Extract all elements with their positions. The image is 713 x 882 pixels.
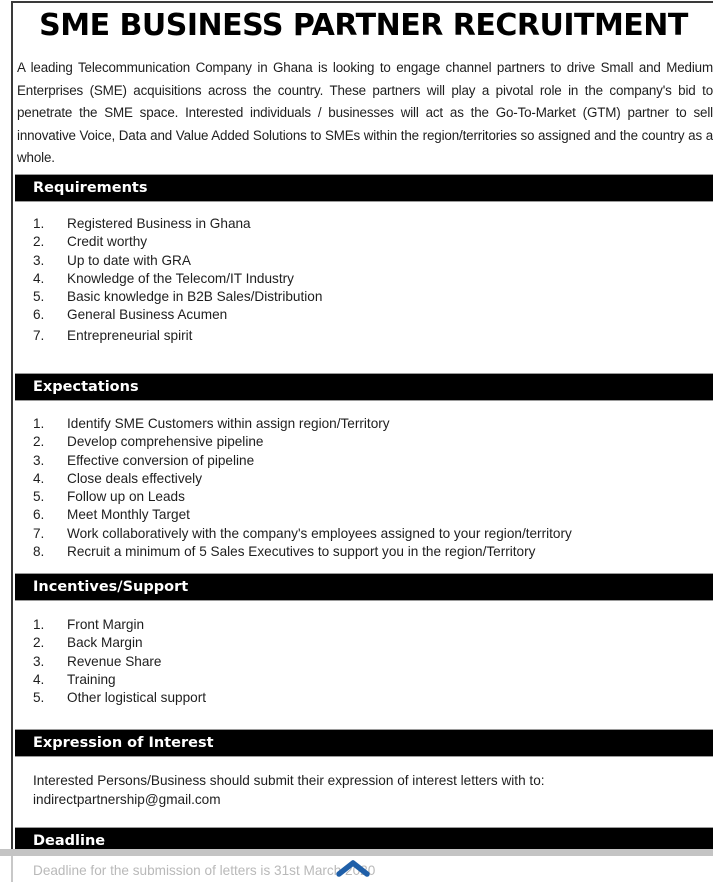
item-number: 1.: [33, 617, 45, 632]
item-text: Follow up on Leads: [67, 489, 185, 505]
list-item: [33, 470, 572, 488]
item-number: 1.: [33, 416, 45, 431]
list-item: [33, 653, 206, 671]
expectations-heading: Expectations: [33, 379, 139, 395]
list-item: [33, 506, 572, 524]
item-number: 2.: [33, 635, 45, 651]
expression-heading: Expression of Interest: [33, 735, 214, 751]
incentives-heading: Incentives/Support: [33, 579, 189, 595]
item-number: 7.: [33, 327, 45, 343]
expression-header: [15, 730, 713, 756]
item-number: 2.: [33, 234, 45, 250]
expectations-header: [15, 374, 713, 400]
list-item: [33, 525, 572, 543]
item-number: 5.: [33, 690, 45, 706]
item-number: 3.: [33, 653, 45, 669]
list-item: [33, 288, 322, 306]
item-number: 4.: [33, 470, 45, 486]
item-text: Training: [67, 671, 116, 687]
item-number: 6.: [33, 307, 45, 323]
item-text: Knowledge of the Telecom/IT Industry: [67, 270, 294, 286]
item-text: Meet Monthly Target: [67, 507, 190, 523]
item-text: Front Margin: [67, 617, 145, 632]
requirements-header: [15, 175, 713, 201]
page-title: SME BUSINESS PARTNER RECRUITMENT: [39, 8, 688, 43]
item-text: Back Margin: [67, 635, 143, 651]
expression-email[interactable]: indirectpartnership@gmail.com: [33, 791, 221, 807]
item-text: Work collaboratively with the company's employees assigned to your region/territory: [67, 525, 572, 541]
list-item: [33, 689, 206, 707]
item-text: Credit worthy: [67, 234, 148, 250]
incentives-header: [15, 574, 713, 600]
item-number: 5.: [33, 289, 45, 305]
item-text: Close deals effectively: [67, 470, 203, 486]
item-number: 3.: [33, 452, 45, 468]
item-number: 6.: [33, 507, 45, 523]
expectations-list: [33, 415, 572, 561]
list-item: [33, 233, 322, 251]
item-text: Effective conversion of pipeline: [67, 452, 255, 468]
item-number: 1.: [33, 216, 45, 231]
item-text: Identify SME Customers within assign region/Territory: [67, 416, 390, 431]
list-item: [33, 415, 572, 433]
item-text: General Business Acumen: [67, 307, 228, 323]
item-number: 7.: [33, 525, 45, 541]
requirements-heading: Requirements: [33, 180, 148, 196]
item-text: Develop comprehensive pipeline: [67, 434, 264, 450]
list-item: [33, 433, 572, 451]
list-item: [33, 543, 572, 561]
deadline-text: Deadline for the submission of letters is 31st March 2020: [33, 863, 376, 878]
list-item: [33, 488, 572, 506]
intro-paragraph: A leading Telecommunication Company in Ghana is looking to engage channel partners to drive Small and Medium Enterprises (SME) acquisitions across the country. These partners will play a pivotal role in the company's bid to penetrate the SME space. Interested individuals / businesses will act as the Go-To-Market (GTM) partner to sell innovative Voice, Data and Value Added Solutions to SMEs within the region/territories so assigned and the country as a whole.: [17, 60, 713, 166]
item-text: Revenue Share: [67, 653, 162, 669]
item-text: Registered Business in Ghana: [67, 216, 251, 231]
list-item: [33, 327, 322, 345]
list-item: [33, 215, 322, 233]
item-text: Other logistical support: [67, 690, 207, 706]
item-number: 5.: [33, 489, 45, 505]
expression-text: [33, 772, 545, 809]
item-number: 2.: [33, 434, 45, 450]
list-item: [33, 252, 322, 270]
list-item: [33, 306, 322, 324]
item-number: 4.: [33, 671, 45, 687]
list-item: [33, 671, 206, 689]
item-text: Basic knowledge in B2B Sales/Distribution: [67, 289, 323, 305]
deadline-heading: Deadline: [33, 833, 106, 849]
expression-line: Interested Persons/Business should submit their expression of interest letters with to:: [33, 773, 545, 788]
item-text: Up to date with GRA: [67, 252, 191, 268]
item-number: 4.: [33, 270, 45, 286]
list-item: [33, 452, 572, 470]
list-item: [33, 616, 206, 634]
chevron-up-icon[interactable]: [335, 858, 371, 878]
incentives-list: [33, 616, 206, 707]
item-number: 8.: [33, 544, 45, 560]
list-item: [33, 634, 206, 652]
item-text: Recruit a minimum of 5 Sales Executives to support you in the region/Territory: [67, 544, 536, 560]
requirements-list: [33, 215, 322, 345]
list-item: [33, 270, 322, 288]
item-number: 3.: [33, 252, 45, 268]
item-text: Entrepreneurial spirit: [67, 327, 193, 343]
